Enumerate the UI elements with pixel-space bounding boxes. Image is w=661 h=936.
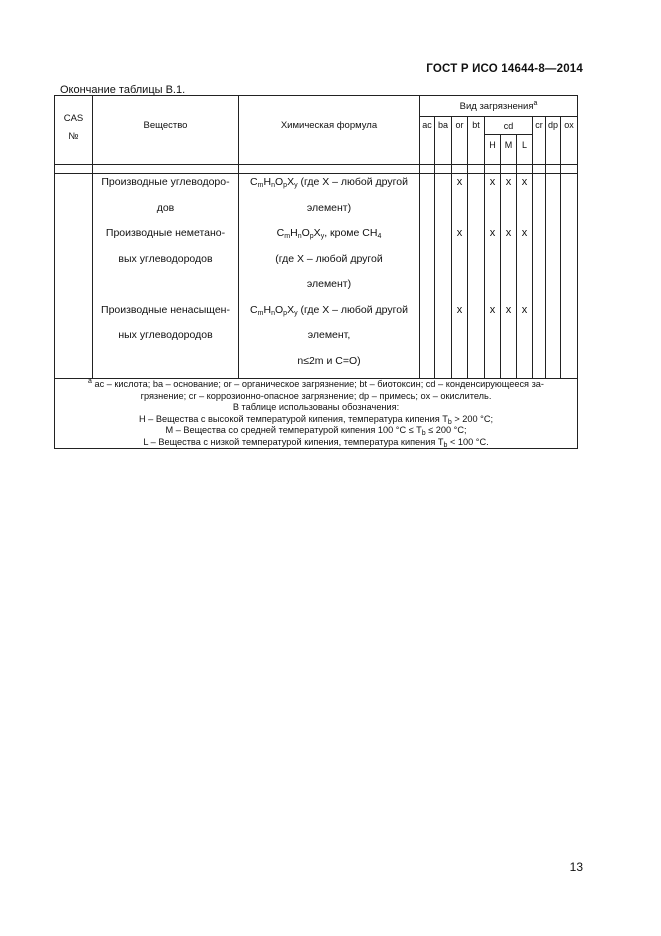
text-part: C [250,176,258,188]
mark-cr [533,200,545,226]
mark-L: x [521,227,528,239]
mark-or [452,353,467,379]
text-part: грязнение; cr – коррозионно-опасное загрязнение; dp – примесь; ox – окислитель. [140,390,492,401]
text-part: H [290,227,298,239]
mark-dp [546,302,560,328]
text-part: H [263,303,272,316]
mark-dp [546,174,560,200]
mark-or [452,251,467,277]
text-part: b [421,430,426,437]
mark-ox [561,353,577,379]
mark-ba [435,251,451,277]
text-part: m [284,233,291,240]
mark-ac [420,174,435,379]
text-part: H [263,176,272,188]
mark-cd-h [485,174,501,379]
pollution-type-footnote-mark: a [533,99,538,107]
text-part: 4 [377,233,382,240]
substance-header: Вещество [93,96,239,165]
text-part: O [274,176,284,188]
document-code: ГОСТ Р ИСО 14644-8—2014 [426,63,583,75]
mark-bt [468,327,484,353]
mark-ba [435,174,451,200]
mark-ac [420,174,434,200]
col-bt: bt [468,117,485,165]
text-part: C [250,303,258,316]
mark-bt [468,225,484,251]
text-part: > 200 °C; [451,413,494,424]
mark-dp [546,200,560,226]
mark-cr [533,251,545,277]
formula-line [239,327,419,353]
text-part: X [287,176,295,188]
mark-M: x [505,176,512,188]
mark-or [452,174,468,379]
text-part: элемент) [306,278,352,290]
text-part: y [294,309,298,317]
col-cr: cr [533,117,546,165]
mark-ac [420,200,434,226]
mark-ox [561,327,577,353]
col-cd-m: M [501,135,517,165]
mark-dp [546,353,560,379]
footnote-line [55,437,577,449]
mark-bt [468,353,484,379]
mark-M [501,200,516,226]
text-part: p [309,233,314,240]
mark-M [501,353,516,379]
col-dp: dp [546,117,561,165]
formula-header: Химическая формула [239,96,420,165]
text-part: b [443,441,448,449]
mark-bt [468,200,484,226]
col-ac: ac [420,117,435,165]
col-cd: cd [485,117,533,135]
text-part: a [88,378,92,385]
substances-table [54,95,578,449]
mark-cd-m [501,174,517,379]
mark-or: x [456,227,463,239]
mark-ox [561,251,577,277]
text-part: C [276,227,285,239]
mark-M: x [505,303,512,316]
mark-ba [435,302,451,328]
text-part: b [447,418,452,426]
text-part: n [297,233,302,240]
cas-header [55,96,93,165]
mark-H [485,327,500,353]
mark-cr [533,353,545,379]
formula-line [239,225,419,251]
table-caption: Окончание таблицы В.1. [60,84,186,96]
col-ox: ox [561,117,578,165]
text-part: y [294,182,298,189]
mark-cr [533,174,545,200]
text-part: ac – кислота; ba – основание; or – органическое загрязнение; bt – биотоксин; cd – конденсирующееся за- [91,379,544,389]
mark-dp [546,276,560,302]
text-part: O [274,303,284,316]
mark-ox [561,174,578,379]
mark-H: x [489,176,496,188]
col-cd-l: L [517,135,533,165]
substance-line: Производные углеводоро- [101,176,230,188]
formula-cell [239,174,420,379]
mark-ox [561,174,577,200]
mark-bt [468,276,484,302]
formula-line [239,276,419,302]
mark-L: x [521,303,528,316]
mark-dp [546,251,560,277]
mark-M [501,251,516,277]
substance-line: вых углеводородов [118,252,213,265]
text-part: элемент, [307,329,351,341]
mark-ac [420,302,434,328]
text-part: X [313,227,321,239]
mark-cd-l [517,174,533,379]
text-part: n≤2m и C=O) [297,354,361,367]
text-part: элемент) [306,201,352,214]
mark-H: x [489,227,496,239]
data-row [55,174,578,379]
footnote-line [55,391,577,403]
substance-line: ных углеводородов [118,329,213,341]
mark-ox [561,200,577,226]
col-or: or [452,117,468,165]
mark-H: x [489,303,496,316]
formula-line [239,353,419,379]
footnote-line [55,402,577,414]
mark-H [485,353,500,379]
mark-ox [561,225,577,251]
mark-cr [533,302,545,328]
pollution-type-header [420,96,578,117]
mark-ba [435,327,451,353]
mark-L [517,276,532,302]
mark-ac [420,353,434,379]
text-part: M – Вещества со средней температурой кипения 100 °C ≤ T [165,425,422,435]
text-part: (где X – любой другой [275,252,383,265]
substance-cell [93,174,239,379]
mark-dp [546,225,560,251]
text-part: X [287,303,295,316]
mark-ac [420,276,434,302]
mark-H [485,200,500,226]
mark-L [517,251,532,277]
mark-ba [435,200,451,226]
mark-bt [468,174,485,379]
mark-M [501,276,516,302]
text-part: O [301,227,310,239]
mark-L: x [521,176,528,188]
text-part: n [271,309,275,317]
mark-L [517,200,532,226]
mark-or [452,200,467,226]
substance-line [93,353,238,379]
mark-bt [468,251,484,277]
formula-line [239,174,419,200]
pollution-type-label: Вид загрязнения [459,100,534,112]
cas-cell [55,174,93,379]
mark-M: x [505,227,512,239]
formula-line [239,251,419,277]
substance-line: Производные неметано- [105,227,226,239]
mark-dp [546,174,561,379]
text-part: p [283,182,288,189]
footnote-line [55,379,577,391]
substance-line: дов [156,201,175,214]
spacer-row [55,165,578,174]
footnote-line [55,425,577,437]
text-part: L – Вещества с низкой температурой кипения, температура кипения T [143,436,444,447]
text-part: m [257,309,264,317]
col-ba: ba [435,117,452,165]
text-part: H – Вещества с высокой температурой кипения, температура кипения T [138,413,448,424]
col-cd-h: H [485,135,501,165]
formula-line [239,200,419,226]
mark-ac [420,225,434,251]
text-part: ≤ 200 °C; [425,425,467,435]
text-part: < 100 °C. [447,436,489,447]
mark-cr [533,225,545,251]
mark-bt [468,174,484,200]
mark-cr [533,174,546,379]
mark-cr [533,327,545,353]
mark-H [485,251,500,277]
text-part: (где X – любой другой [297,176,408,188]
formula-line [239,302,419,328]
mark-ox [561,276,577,302]
text-part: В таблице использованы обозначения: [232,402,400,412]
cas-no-label: № [68,131,79,142]
mark-or: x [456,176,463,188]
mark-L [517,327,532,353]
mark-ac [420,251,434,277]
mark-ox [561,302,577,328]
mark-or [452,276,467,302]
mark-ba [435,174,452,379]
mark-ba [435,276,451,302]
substance-line [93,276,238,302]
mark-or [452,327,467,353]
mark-cr [533,276,545,302]
mark-dp [546,327,560,353]
mark-bt [468,302,484,328]
page-number: 13 [569,860,583,874]
table-footnote [55,379,578,449]
text-part: p [283,309,288,317]
substance-line: Производные ненасыщен- [101,303,230,316]
mark-H [485,276,500,302]
header-row-1 [55,96,578,117]
text-part: m [257,182,264,189]
mark-ac [420,327,434,353]
text-part: , кроме CH [324,227,378,239]
mark-ba [435,353,451,379]
mark-ba [435,225,451,251]
mark-or: x [456,303,463,316]
text-part: (где X – любой другой [297,303,408,316]
mark-M [501,327,516,353]
mark-L [517,353,532,379]
cas-label: CAS [63,113,84,124]
footnote-line [55,414,577,426]
text-part: n [271,182,275,189]
footnote-row [55,379,578,449]
text-part: y [320,233,325,240]
